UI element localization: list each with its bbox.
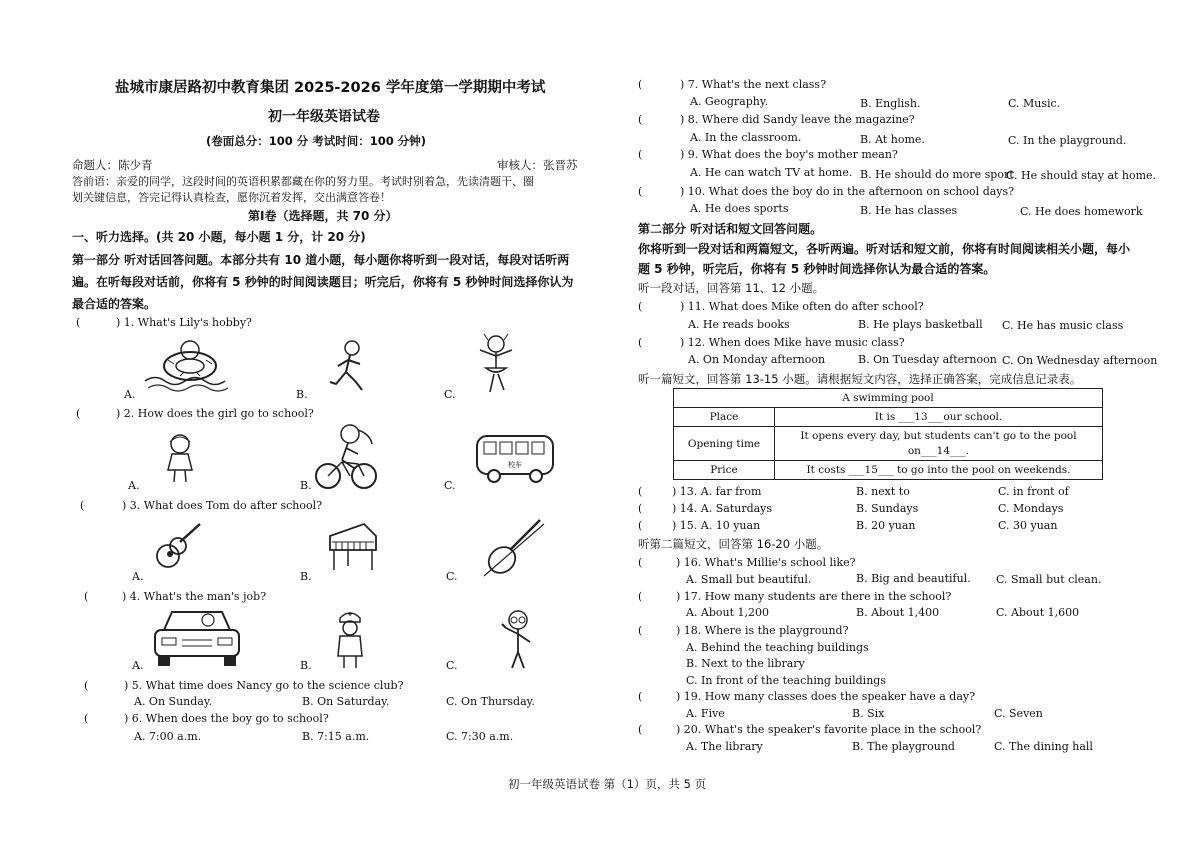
answer-paren[interactable]: (	[638, 723, 643, 736]
part2-title: 第二部分 听对话和短文回答问题。	[638, 222, 823, 236]
q11-option-c[interactable]: C. He has music class	[1002, 319, 1124, 332]
q5-option-c[interactable]: C. On Thursday.	[446, 695, 535, 708]
violin-picture	[478, 514, 548, 580]
answer-paren[interactable]: (	[84, 590, 89, 603]
question-7: ) 7. What's the next class?	[680, 78, 826, 91]
question-15: ) 15. A. 10 yuan	[672, 519, 761, 532]
question-8: ) 8. Where did Sandy leave the magazine?	[680, 113, 915, 126]
part2-instr-1: 你将听到一段对话和两篇短文，各听两遍。听对话和短文前，你将有时间阅读相关小题，每小	[638, 242, 1131, 256]
swimming-pool-table	[673, 388, 1103, 480]
q20-option-c[interactable]: C. The dining hall	[994, 740, 1093, 753]
q13-option-b[interactable]: B. next to	[856, 485, 910, 498]
question-6: ) 6. When does the boy go to school?	[124, 712, 329, 725]
bus-sign: 校车	[508, 461, 522, 469]
question-1: ) 1. What's Lily's hobby?	[116, 316, 252, 329]
option-b-label: B.	[300, 570, 312, 583]
dialog-intro: 听一段对话，回答第 11、12 小题。	[638, 281, 825, 295]
score-time: (卷面总分：100 分 考试时间：100 分钟)	[206, 134, 427, 148]
reviewer: 审核人：张晋苏	[497, 158, 578, 172]
q17-option-a[interactable]: A. About 1,200	[686, 606, 770, 619]
question-5: ) 5. What time does Nancy go to the science club?	[124, 679, 404, 692]
question-17: ) 17. How many students are there in the school?	[676, 590, 952, 603]
passage2-intro: 听第二篇短文，回答第 16-20 小题。	[638, 537, 829, 551]
q12-option-c[interactable]: C. On Wednesday afternoon	[1002, 354, 1158, 367]
table-label-price: Price	[674, 461, 775, 480]
question-19: ) 19. How many classes does the speaker have a day?	[676, 690, 976, 703]
answer-paren[interactable]: (	[638, 485, 643, 498]
table-value-opening-line2: on___14___.	[907, 444, 970, 457]
option-b-label: B.	[300, 479, 312, 492]
question-14: ) 14. A. Saturdays	[672, 502, 773, 515]
answer-paren[interactable]: (	[638, 690, 643, 703]
school-bus-picture	[474, 432, 556, 484]
answer-paren[interactable]: (	[638, 502, 643, 515]
option-a-label: A.	[124, 388, 136, 401]
answer-paren[interactable]: (	[80, 499, 85, 512]
table-title: A swimming pool	[674, 389, 1103, 408]
option-c-label: C.	[446, 570, 458, 583]
guitar-picture	[152, 520, 208, 570]
teacher-picture	[496, 606, 540, 670]
option-c-label: C.	[446, 659, 458, 672]
answer-paren[interactable]: (	[638, 148, 643, 161]
q9-option-c[interactable]: C. He should stay at home.	[1006, 169, 1157, 182]
q7-option-c[interactable]: C. Music.	[1008, 97, 1061, 110]
table-label-opening: Opening time	[674, 427, 775, 461]
question-12: ) 12. When does Mike have music class?	[680, 336, 905, 349]
part1-instr-1: 第一部分 听对话回答问题。本部分共有 10 道小题，每小题你将听到一段对话，每段对话听两	[72, 253, 570, 267]
question-16: ) 16. What's Millie's school like?	[676, 556, 856, 569]
question-4: ) 4. What's the man's job?	[122, 590, 267, 603]
piano-picture	[326, 520, 380, 572]
q15-option-c[interactable]: C. 30 yuan	[998, 519, 1058, 532]
answer-paren[interactable]: (	[638, 78, 643, 91]
table-value-opening	[775, 427, 1103, 461]
q10-option-b[interactable]: B. He has classes	[860, 204, 958, 217]
part1-instr-2: 遍。在听每段对话前，你将有 5 秒钟的时间阅读题目；听完后，你将有 5 秒钟时间选择你认为	[72, 275, 574, 289]
question-2: ) 2. How does the girl go to school?	[116, 407, 314, 420]
option-c-label: C.	[444, 388, 456, 401]
q17-option-b[interactable]: B. About 1,400	[856, 606, 940, 619]
q6-option-b[interactable]: B. 7:15 a.m.	[302, 730, 370, 743]
question-20: ) 20. What's the speaker's favorite place in the school?	[676, 723, 982, 736]
option-c-label: C.	[444, 479, 456, 492]
answer-paren[interactable]: (	[638, 624, 643, 637]
q11-option-b[interactable]: B. He plays basketball	[858, 318, 983, 331]
q10-option-a[interactable]: A. He does sports	[690, 202, 789, 215]
answer-paren[interactable]: (	[638, 185, 643, 198]
q8-option-a[interactable]: A. In the classroom.	[690, 131, 802, 144]
q10-option-c[interactable]: C. He does homework	[1020, 205, 1143, 218]
answer-paren[interactable]: (	[76, 316, 81, 329]
q13-option-c[interactable]: C. in front of	[998, 485, 1069, 498]
q17-option-c[interactable]: C. About 1,600	[996, 606, 1080, 619]
q12-option-b[interactable]: B. On Tuesday afternoon	[858, 353, 997, 366]
answer-paren[interactable]: (	[638, 113, 643, 126]
question-18: ) 18. Where is the playground?	[676, 624, 849, 637]
exam-title: 盐城市康居路初中教育集团 2025-2026 学年度第一学期期中考试	[115, 80, 546, 96]
question-13: ) 13. A. far from	[672, 485, 762, 498]
q19-option-a[interactable]: A. Five	[686, 707, 725, 720]
q18-option-a[interactable]: A. Behind the teaching buildings	[686, 641, 869, 654]
q19-option-c[interactable]: C. Seven	[994, 707, 1043, 720]
answer-paren[interactable]: (	[638, 556, 643, 569]
message-line-2: 划关键信息，答完记得认真检查，愿你沉着发挥，交出满意答卷！	[72, 191, 391, 204]
q16-option-a[interactable]: A. Small but beautiful.	[686, 573, 812, 586]
q7-option-a[interactable]: A. Geography.	[690, 95, 769, 108]
answer-paren[interactable]: (	[638, 590, 643, 603]
running-picture	[320, 338, 376, 396]
q6-option-c[interactable]: C. 7:30 a.m.	[446, 730, 514, 743]
car-driver-picture	[150, 606, 244, 670]
dancing-picture	[468, 332, 524, 398]
cycling-picture	[314, 420, 378, 492]
answer-paren[interactable]: (	[84, 679, 89, 692]
q16-option-c[interactable]: C. Small but clean.	[996, 573, 1102, 586]
message-line-1: 答前语：亲爱的同学，这段时间的英语积累都藏在你的努力里。考试时别着急，先读清题干、圈	[72, 175, 534, 188]
answer-paren[interactable]: (	[76, 407, 81, 420]
option-a-label: A.	[132, 570, 144, 583]
q6-option-a[interactable]: A. 7:00 a.m.	[134, 730, 202, 743]
question-3: ) 3. What does Tom do after school?	[122, 499, 323, 512]
doctor-picture	[330, 608, 370, 670]
q5-option-b[interactable]: B. On Saturday.	[302, 695, 390, 708]
option-b-label: B.	[300, 659, 312, 672]
swimming-picture	[140, 336, 240, 392]
part1-instr-3: 最合适的答案。	[72, 297, 157, 311]
q14-option-c[interactable]: C. Mondays	[998, 502, 1064, 515]
q16-option-b[interactable]: B. Big and beautiful.	[856, 572, 971, 585]
q19-option-b[interactable]: B. Six	[852, 707, 885, 720]
option-b-label: B.	[296, 388, 308, 401]
answer-paren[interactable]: (	[84, 712, 89, 725]
option-a-label: A.	[128, 479, 140, 492]
q11-option-a[interactable]: A. He reads books	[688, 318, 790, 331]
q14-option-b[interactable]: B. Sundays	[856, 502, 919, 515]
question-9: ) 9. What does the boy's mother mean?	[680, 148, 898, 161]
table-label-place: Place	[674, 408, 775, 427]
q18-option-c[interactable]: C. In front of the teaching buildings	[686, 674, 886, 687]
q7-option-b[interactable]: B. English.	[860, 97, 921, 110]
q9-option-b[interactable]: B. He should do more sport	[860, 168, 1014, 181]
answer-paren[interactable]: (	[638, 300, 643, 313]
walking-girl-picture	[160, 432, 200, 486]
q20-option-a[interactable]: A. The library	[686, 740, 763, 753]
page-footer: 初一年级英语试卷 第（1）页，共 5 页	[508, 777, 707, 791]
answer-paren[interactable]: (	[638, 336, 643, 349]
q9-option-a[interactable]: A. He can watch TV at home.	[690, 166, 853, 179]
question-11: ) 11. What does Mike often do after school?	[680, 300, 924, 313]
q5-option-a[interactable]: A. On Sunday.	[134, 695, 213, 708]
table-value-opening-line1: It opens every day, but students can't go to the pool	[800, 429, 1077, 442]
setter: 命题人：陈少青	[72, 158, 153, 172]
exam-subtitle: 初一年级英语试卷	[268, 109, 380, 125]
table-value-place: It is ___13___our school.	[775, 408, 1103, 427]
section-title: 一、听力选择。(共 20 小题，每小题 1 分，计 20 分)	[72, 230, 366, 244]
passage1-intro: 听一篇短文，回答第 13-15 小题。请根据短文内容，选择正确答案，完成信息记录表。	[638, 372, 1082, 386]
q15-option-b[interactable]: B. 20 yuan	[856, 519, 916, 532]
q12-option-a[interactable]: A. On Monday afternoon	[688, 353, 826, 366]
question-10: ) 10. What does the boy do in the afternoon on school days?	[680, 185, 1015, 198]
q8-option-b[interactable]: B. At home.	[860, 133, 925, 146]
volume-title: 第Ⅰ卷（选择题，共 70 分）	[248, 209, 398, 223]
answer-paren[interactable]: (	[638, 519, 643, 532]
option-a-label: A.	[132, 659, 144, 672]
q20-option-b[interactable]: B. The playground	[852, 740, 955, 753]
part2-instr-2: 题 5 秒钟，听完后，你将有 5 秒钟时间选择你认为最合适的答案。	[638, 262, 996, 276]
q8-option-c[interactable]: C. In the playground.	[1008, 134, 1127, 147]
q18-option-b[interactable]: B. Next to the library	[686, 657, 805, 670]
table-value-price: It costs ___15___ to go into the pool on weekends.	[775, 461, 1103, 480]
